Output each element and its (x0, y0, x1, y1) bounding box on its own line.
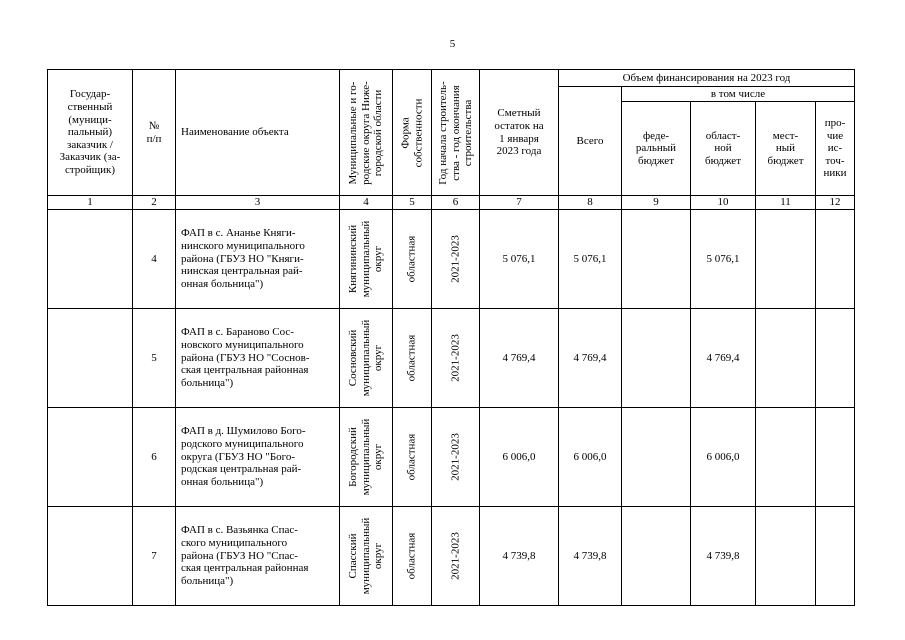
cell-estimate: 6 006,0 (480, 408, 559, 507)
cell-other (816, 408, 855, 507)
header-customer: Государ- ственный (муници- пальный) заказчик / Заказчик (за- стройщик) (48, 70, 133, 196)
cell-object-name: ФАП в с. Вазьянка Спас- ского муниципального района (ГБУЗ НО "Спас- ская центральная районная больница") (176, 507, 340, 606)
header-regional: област- ной бюджет (691, 102, 756, 196)
cell-regional: 4 739,8 (691, 507, 756, 606)
cell-ownership: областная (393, 408, 432, 507)
cell-ownership: областная (393, 507, 432, 606)
cell-total: 5 076,1 (559, 210, 622, 309)
column-number: 2 (133, 196, 176, 210)
cell-local (756, 507, 816, 606)
financing-table (47, 69, 855, 606)
cell-federal (622, 507, 691, 606)
cell-ownership: областная (393, 309, 432, 408)
header-num: № п/п (133, 70, 176, 196)
cell-federal (622, 309, 691, 408)
cell-federal (622, 210, 691, 309)
cell-local (756, 309, 816, 408)
cell-local (756, 210, 816, 309)
column-number: 9 (622, 196, 691, 210)
cell-other (816, 507, 855, 606)
header-including: в том числе (622, 87, 855, 102)
column-number: 11 (756, 196, 816, 210)
cell-years: 2021-2023 (432, 507, 480, 606)
column-number: 1 (48, 196, 133, 210)
cell-regional: 4 769,4 (691, 309, 756, 408)
column-number-row (48, 196, 855, 210)
cell-municipality: Спасский муниципальный округ (340, 507, 393, 606)
cell-num: 7 (133, 507, 176, 606)
cell-total: 4 769,4 (559, 309, 622, 408)
header-local: мест- ный бюджет (756, 102, 816, 196)
table-row (48, 309, 855, 408)
cell-ownership: областная (393, 210, 432, 309)
table-row (48, 408, 855, 507)
column-number: 10 (691, 196, 756, 210)
header-years: Год начала строитель- ства - год окончания строительства (432, 70, 480, 196)
header-federal: феде- ральный бюджет (622, 102, 691, 196)
cell-object-name: ФАП в с. Ананье Княги- нинского муниципального района (ГБУЗ НО "Княги- нинская центральная рай- онная больница") (176, 210, 340, 309)
cell-years: 2021-2023 (432, 309, 480, 408)
cell-object-name: ФАП в с. Бараново Сос- новского муниципального района (ГБУЗ НО "Соснов- ская центральная районная больница") (176, 309, 340, 408)
cell-estimate: 4 769,4 (480, 309, 559, 408)
cell-regional: 6 006,0 (691, 408, 756, 507)
header-funding-group: Объем финансирования на 2023 год (559, 70, 855, 87)
cell-total: 6 006,0 (559, 408, 622, 507)
cell-num: 6 (133, 408, 176, 507)
cell-municipality: Богородский муниципальный округ (340, 408, 393, 507)
header-ownership: Форма собственности (393, 70, 432, 196)
cell-years: 2021-2023 (432, 408, 480, 507)
header-row-1 (48, 70, 855, 87)
cell-num: 4 (133, 210, 176, 309)
cell-total: 4 739,8 (559, 507, 622, 606)
cell-other (816, 210, 855, 309)
table-row (48, 210, 855, 309)
cell-customer (48, 210, 133, 309)
cell-customer (48, 309, 133, 408)
cell-local (756, 408, 816, 507)
column-number: 4 (340, 196, 393, 210)
cell-municipality: Княгининский муниципальный округ (340, 210, 393, 309)
cell-num: 5 (133, 309, 176, 408)
table-row (48, 507, 855, 606)
cell-years: 2021-2023 (432, 210, 480, 309)
column-number: 6 (432, 196, 480, 210)
cell-federal (622, 408, 691, 507)
column-number: 7 (480, 196, 559, 210)
cell-estimate: 4 739,8 (480, 507, 559, 606)
cell-regional: 5 076,1 (691, 210, 756, 309)
page-number: 5 (449, 38, 456, 50)
header-estimate: Сметный остаток на 1 января 2023 года (480, 70, 559, 196)
header-object-name: Наименование объекта (176, 70, 340, 196)
header-municipality: Муниципальные и го- родские округа Ниже- городской области (340, 70, 393, 196)
column-number: 5 (393, 196, 432, 210)
header-total: Всего (559, 87, 622, 196)
cell-other (816, 309, 855, 408)
cell-municipality: Сосновский муниципальный округ (340, 309, 393, 408)
cell-customer (48, 507, 133, 606)
column-number: 12 (816, 196, 855, 210)
column-number: 8 (559, 196, 622, 210)
cell-customer (48, 408, 133, 507)
cell-object-name: ФАП в д. Шумилово Бого- родского муниципального округа (ГБУЗ НО "Бого- родская центральная рай- онная больница") (176, 408, 340, 507)
header-other: про- чие ис- точ- ники (816, 102, 855, 196)
column-number: 3 (176, 196, 340, 210)
cell-estimate: 5 076,1 (480, 210, 559, 309)
